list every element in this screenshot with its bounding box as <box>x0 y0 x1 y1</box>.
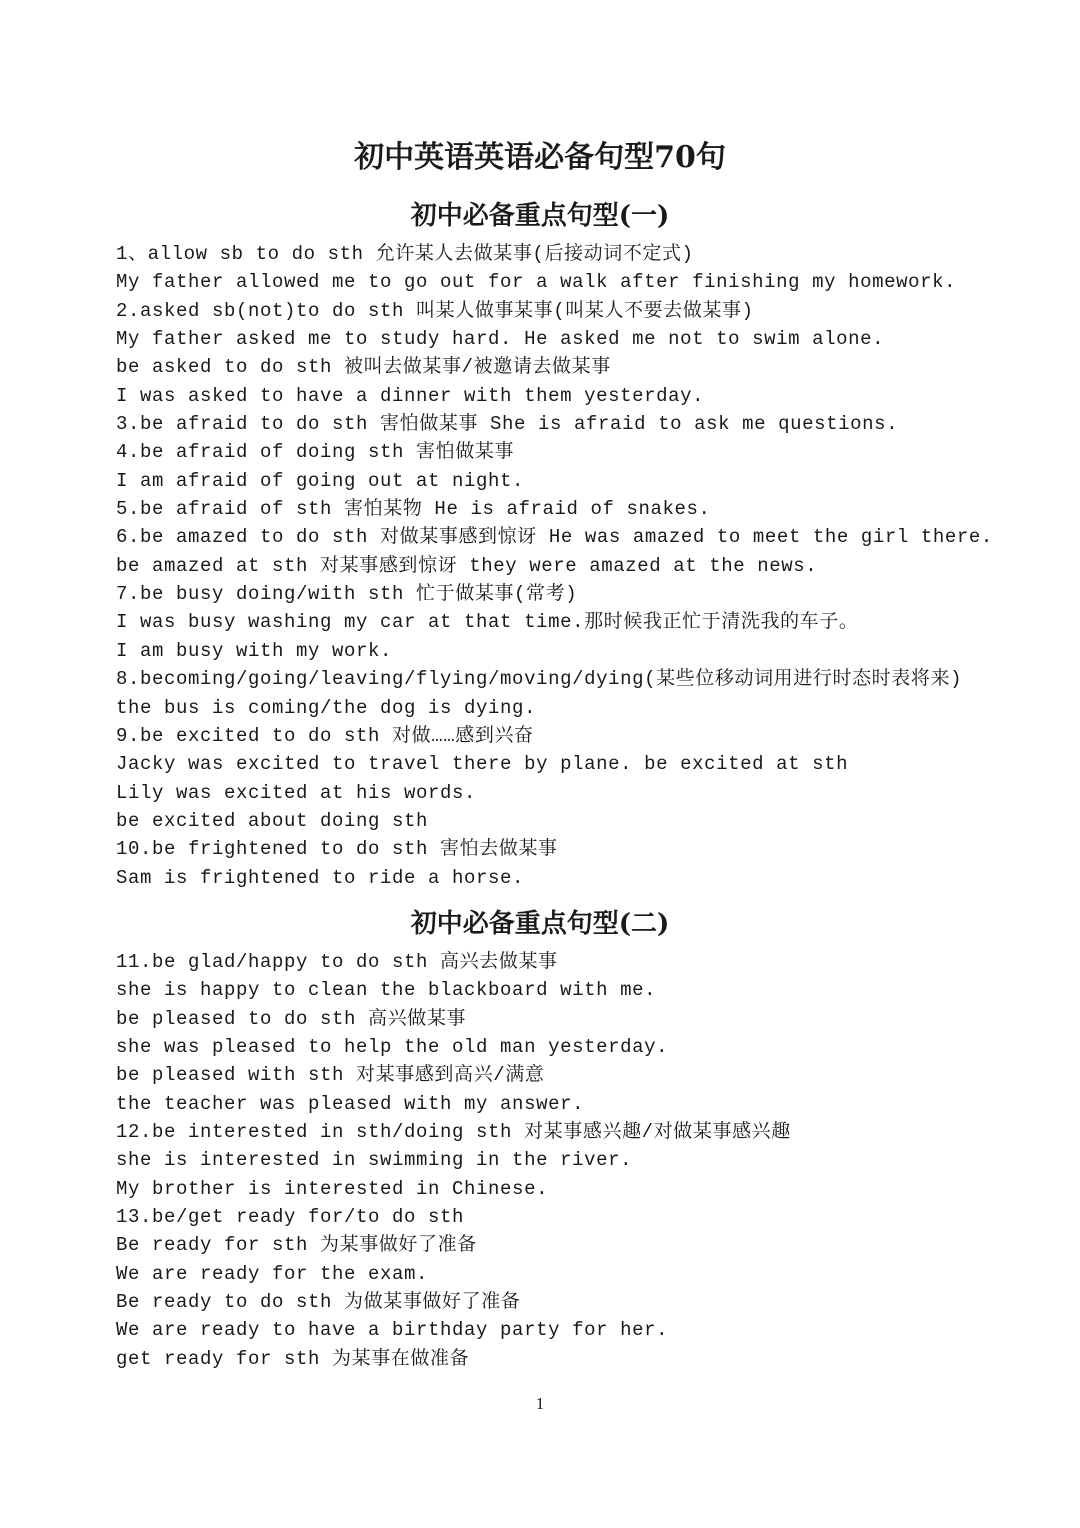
text-line: she is happy to clean the blackboard with me. <box>116 979 657 1002</box>
text-line: We are ready for the exam. <box>116 1262 429 1285</box>
text-line: Be ready to do sth 为做某事做好了准备 <box>116 1291 521 1314</box>
text-line: get ready for sth 为某事在做准备 <box>116 1347 470 1370</box>
document-title: 初中英语英语必备句型70句 <box>354 140 726 175</box>
text-line: I was busy washing my car at that time.那时候我正忙于清洗我的车子。 <box>116 611 859 634</box>
text-line: 7.be busy doing/with sth 忙于做某事(常考) <box>116 583 578 606</box>
text-line: 5.be afraid of sth 害怕某物 He is afraid of snakes. <box>116 498 711 521</box>
text-line: 10.be frightened to do sth 害怕去做某事 <box>116 838 558 861</box>
text-line: My father allowed me to go out for a walk after finishing my homework. <box>116 271 957 294</box>
text-line: the bus is coming/the dog is dying. <box>116 696 537 719</box>
text-line: 1、allow sb to do sth 允许某人去做某事(后接动词不定式) <box>116 243 694 265</box>
text-line: 13.be/get ready for/to do sth <box>116 1206 465 1229</box>
text-line: 9.be excited to do sth 对做……感到兴奋 <box>116 724 534 747</box>
text-line: I am afraid of going out at night. <box>116 469 525 492</box>
text-line: the teacher was pleased with my answer. <box>116 1092 585 1115</box>
text-line: Sam is frightened to ride a horse. <box>116 866 525 889</box>
text-line: be excited about doing sth <box>116 809 429 832</box>
text-line: Be ready for sth 为某事做好了准备 <box>116 1234 477 1257</box>
text-line: We are ready to have a birthday party for her. <box>116 1319 669 1342</box>
text-line: she was pleased to help the old man yesterday. <box>116 1036 669 1059</box>
text-line: be asked to do sth 被叫去做某事/被邀请去做某事 <box>116 356 611 379</box>
text-line: be pleased to do sth 高兴做某事 <box>116 1007 467 1030</box>
text-line: Lily was excited at his words. <box>116 781 477 804</box>
text-line: be amazed at sth 对某事感到惊讶 they were amazed at the news. <box>116 554 818 577</box>
text-line: I was asked to have a dinner with them yesterday. <box>116 384 705 407</box>
section-title: 初中必备重点句型(二) <box>410 909 670 939</box>
text-line: 8.becoming/going/leaving/flying/moving/dying(某些位移动词用进行时态时表将来) <box>116 668 963 691</box>
page-number: 1 <box>535 1394 545 1413</box>
text-line: 12.be interested in sth/doing sth 对某事感兴趣/对做某事感兴趣 <box>116 1121 791 1144</box>
text-line: My father asked me to study hard. He asked me not to swim alone. <box>116 328 885 351</box>
text-line: 3.be afraid to do sth 害怕做某事 She is afraid to ask me questions. <box>116 413 899 436</box>
text-line: Jacky was excited to travel there by plane. be excited at sth <box>116 753 849 776</box>
section-2 <box>0 900 1080 1373</box>
section-1 <box>0 192 1080 892</box>
text-line: she is interested in swimming in the river. <box>116 1149 633 1172</box>
text-line: My brother is interested in Chinese. <box>116 1177 549 1200</box>
section-lines <box>0 240 1080 892</box>
section-lines <box>0 948 1080 1373</box>
text-line: 6.be amazed to do sth 对做某事感到惊讶 He was amazed to meet the girl there. <box>116 526 993 549</box>
text-line: I am busy with my work. <box>116 639 393 662</box>
text-line: 2.asked sb(not)to do sth 叫某人做事某事(叫某人不要去做某事) <box>116 299 754 322</box>
text-line: be pleased with sth 对某事感到高兴/满意 <box>116 1064 545 1087</box>
text-line: 11.be glad/happy to do sth 高兴去做某事 <box>116 951 558 973</box>
text-line: 4.be afraid of doing sth 害怕做某事 <box>116 441 515 464</box>
section-title: 初中必备重点句型(一) <box>410 201 670 231</box>
